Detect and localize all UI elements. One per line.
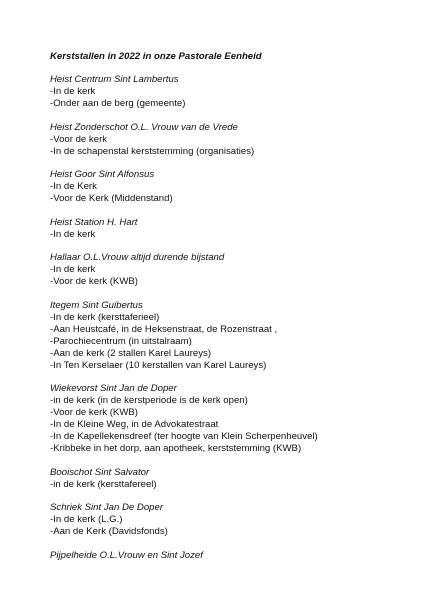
section-heading: Pijpelheide O.L.Vrouw en Sint Jozef xyxy=(50,549,203,561)
list-item: -Voor de kerk (KWB) xyxy=(50,407,138,418)
list-item: -in de kerk (kersttafereel) xyxy=(50,478,157,490)
list-item: -Voor de kerk xyxy=(50,133,108,145)
section-pijpelheide xyxy=(50,550,410,562)
section-heist-zonderschot xyxy=(50,122,410,158)
list-item: -In de kerk xyxy=(50,228,96,240)
section-heist-station xyxy=(50,217,410,241)
section-heading: Hallaar O.L.Vrouw altijd durende bijstand xyxy=(50,252,225,263)
section-heading: Wiekevorst Sint Jan de Doper xyxy=(50,383,177,394)
list-item: -Voor de kerk (KWB) xyxy=(50,276,138,287)
section-heading: Booischot Sint Salvator xyxy=(50,466,150,478)
list-item: -In de kerk xyxy=(50,264,96,275)
section-heading: Heist Centrum Sint Lambertus xyxy=(50,74,179,85)
section-wiekevorst xyxy=(50,383,410,455)
section-itegem xyxy=(50,300,410,372)
list-item: -In de Kleine Weg, in de Advokatestraat xyxy=(50,419,219,430)
document-page xyxy=(50,51,410,573)
section-heading: Heist Goor Sint Alfonsus xyxy=(50,169,155,180)
section-heist-centrum xyxy=(50,74,410,110)
section-heist-goor xyxy=(50,169,410,205)
list-item: -In de schapenstal kerststemming (organisaties) xyxy=(50,145,255,157)
list-item: -In de Kerk xyxy=(50,181,97,192)
list-item: -Voor de Kerk (Middenstand) xyxy=(50,193,173,204)
list-item: -Aan de Kerk (Davidsfonds) xyxy=(50,526,168,537)
section-heading: Heist Station H. Hart xyxy=(50,216,138,228)
list-item: -In de Kapellekensdreef (ter hoogte van Klein Scherpenheuvel) xyxy=(50,431,318,442)
section-booischot xyxy=(50,467,410,491)
section-heading: Schriek Sint Jan De Doper xyxy=(50,502,164,513)
list-item: -Kribbeke in het dorp, aan apotheek, kerststemming (KWB) xyxy=(50,443,302,454)
list-item: -Aan Heustcafé, in de Heksenstraat, de Rozenstraat , xyxy=(50,323,278,335)
list-item: -In de kerk (kersttaferieel) xyxy=(50,311,160,323)
list-item: -Onder aan de berg (gemeente) xyxy=(50,98,186,109)
section-hallaar xyxy=(50,252,410,288)
list-item: -in de kerk (in de kerstperiode is de kerk open) xyxy=(50,395,248,406)
section-schriek xyxy=(50,502,410,538)
list-item: -In de kerk (L.G.) xyxy=(50,514,123,525)
list-item: -In de kerk xyxy=(50,86,96,97)
list-item: -In Ten Kerselaer (10 kerstallen van Karel Laureys) xyxy=(50,359,267,371)
document-title: Kerststallen in 2022 in onze Pastorale Eenheid xyxy=(50,51,262,62)
list-item: -Parochiecentrum (in uitstalraam) xyxy=(50,335,192,347)
section-heading: Itegem Sint Guibertus xyxy=(50,299,143,311)
section-heading: Heist Zonderschot O.L. Vrouw van de Vrede xyxy=(50,121,238,133)
list-item: -Aan de kerk (2 stallen Karel Laureys) xyxy=(50,347,212,359)
